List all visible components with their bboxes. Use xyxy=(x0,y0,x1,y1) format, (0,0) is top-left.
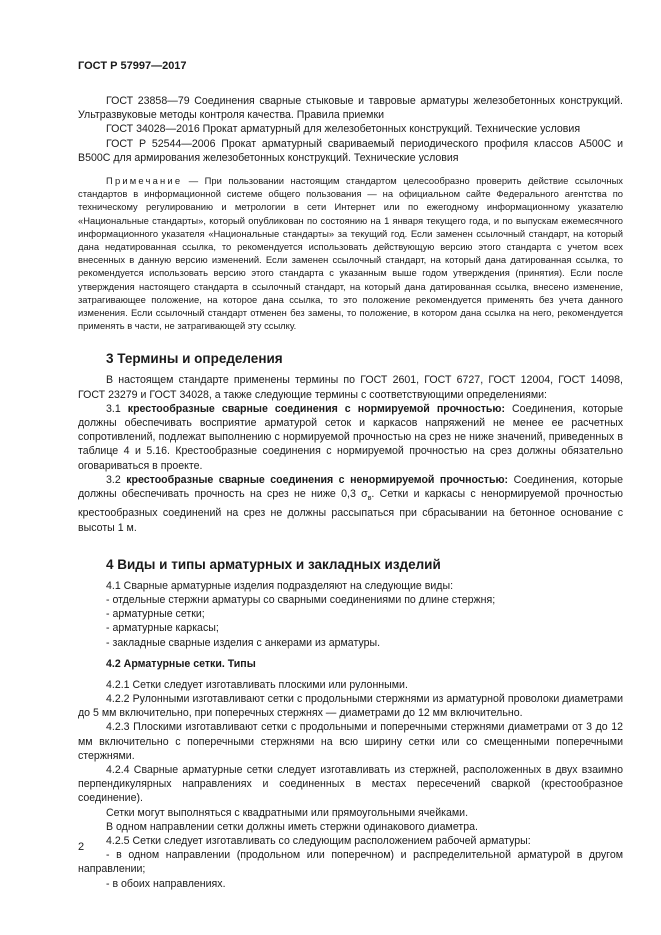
note-text: — При пользовании настоящим стандартом целесообразно проверить действие ссылочных стандартов в информационной системе общего пользования — на официальном сайте Федерального агентства по техническому регулированию и метрологии в сети Интернет или по ежегодному информационному указателю «Национальные стандарты», который опубликован по состоянию на 1 января текущего года, и по выпускам ежемесячного информационного указателя «Национальные стандарты» за текущий год. Если заменен ссылочный стандарт, на который дана недатированная ссылка, то рекомендуется использовать действующую версию этого стандарта с учетом всех внесенных в данную версию изменений. Если заменен ссылочный стандарт, на который дана датированная ссылка, то рекомендуется использовать версию этого стандарта с указанным выше годом утверждения (принятия). Если после утверждения настоящего стандарта в ссылочный стандарт, на который дана датированная ссылка, внесено изменение, затрагивающее положение, на которое дана ссылка, то это положение рекомендуется применять без учета данного изменения. Если ссылочный стандарт отменен без замены, то положение, в котором дана ссылка на него, рекомендуется применять в части, не затрагивающей эту ссылку. xyxy=(78,175,623,332)
para-4-2-1: 4.2.1 Сетки следует изготавливать плоскими или рулонными. xyxy=(106,678,408,691)
subsection-4-2-title: 4.2 Арматурные сетки. Типы xyxy=(106,657,256,670)
section-3-intro: В настоящем стандарте применены термины по ГОСТ 2601, ГОСТ 6727, ГОСТ 12004, ГОСТ 14098, ГОСТ 23279 и ГОСТ 34028, а также следующие термины с соответствующими определениями: xyxy=(78,374,623,401)
para-4-2-5: 4.2.5 Сетки следует изготавливать со следующим расположением рабочей арматуры: xyxy=(106,835,531,848)
note xyxy=(78,174,623,332)
para-4-2-4: 4.2.4 Сварные арматурные сетки следует изготавливать из стержней, расположенных в двух взаимно перпендикулярных направлениях и соединенных в местах пересечений сваркой (крестообразное соединение). xyxy=(78,764,623,805)
paragraph: Сетки могут выполняться с квадратными или прямоугольными ячейками. xyxy=(106,806,469,819)
reference-item: ГОСТ Р 52544—2006 Прокат арматурный свариваемый периодического профиля классов А500С и В500С для армирования железобетонных конструкций. Технические условия xyxy=(78,137,623,164)
reference-item: ГОСТ 23858—79 Соединения сварные стыковые и тавровые арматуры железобетонных конструкций. Ультразвуковые методы контроля качества. Правила приемки xyxy=(78,95,623,122)
list-item: - закладные сварные изделия с анкерами из арматуры. xyxy=(106,636,381,649)
section-4-title: 4 Виды и типы арматурных и закладных изделий xyxy=(106,556,441,572)
term-3-2 xyxy=(78,473,623,535)
list-item: - в одном направлении (продольном или поперечном) и распределительной арматурой в другом направлении; xyxy=(78,849,623,876)
term-number: 3.2 xyxy=(106,473,127,486)
list-item: - отдельные стержни арматуры со сварными соединениями по длине стержня; xyxy=(106,594,496,606)
paragraph: В одном направлении сетки должны иметь стержни одинакового диаметра. xyxy=(106,820,478,833)
term-name: крестообразные сварные соединения с ненормируемой прочностью: xyxy=(126,473,509,486)
para-4-2-2: 4.2.2 Рулонными изготавливают сетки с продольными стержнями из арматурной проволоки диаметрами до 5 мм включительно, при поперечных стержнях — диаметрами до 12 мм включительно. xyxy=(78,693,623,720)
para-4-1: 4.1 Сварные арматурные изделия подразделяют на следующие виды: xyxy=(106,579,454,592)
note-label: Примечание xyxy=(106,175,183,187)
list-item: - в обоих направлениях. xyxy=(106,877,226,890)
reference-item: ГОСТ 34028—2016 Прокат арматурный для железобетонных конструкций. Технические условия xyxy=(106,123,581,136)
document-page xyxy=(78,60,623,891)
term-definition-cont: . Сетки и каркасы с ненормируемой прочностью крестообразных соединений на срез не должны рассыпаться при сбрасывании на бетонное основание с высоты 1 м. xyxy=(78,488,623,534)
list-item: - арматурные сетки; xyxy=(106,608,205,621)
term-definition: Соединения, которые должны обеспечивать прочность на срез не ниже 0,3 σ xyxy=(78,473,624,501)
term-number: 3.1 xyxy=(106,402,128,415)
para-4-2-3: 4.2.3 Плоскими изготавливают сетки с продольными и поперечными стержнями диаметрами от 3 до 12 мм включительно с поперечными стержнями на всю ширину сетки или со смещенными поперечными стержнями. xyxy=(78,721,623,762)
subscript: в xyxy=(367,495,372,503)
term-name: крестообразные сварные соединения с нормируемой прочностью: xyxy=(127,402,505,415)
list-item: - арматурные каркасы; xyxy=(106,622,219,635)
page-number: 2 xyxy=(78,841,85,853)
term-definition: Соединения, которые должны обеспечивать восприятие арматурой сеток и каркасов напряжений не менее ее расчетных сопротивлений, подлежат выполнению с нормируемой прочностью на срез не ниже значений, приведенных в таблице 4 и 5.16. Крестообразные соединения с нормируемой прочностью на срез должны обязательно оговариваться в проекте. xyxy=(78,402,624,472)
section-3-title: 3 Термины и определения xyxy=(106,351,283,367)
document-header: ГОСТ Р 57997—2017 xyxy=(78,60,187,72)
term-3-1 xyxy=(78,402,623,473)
